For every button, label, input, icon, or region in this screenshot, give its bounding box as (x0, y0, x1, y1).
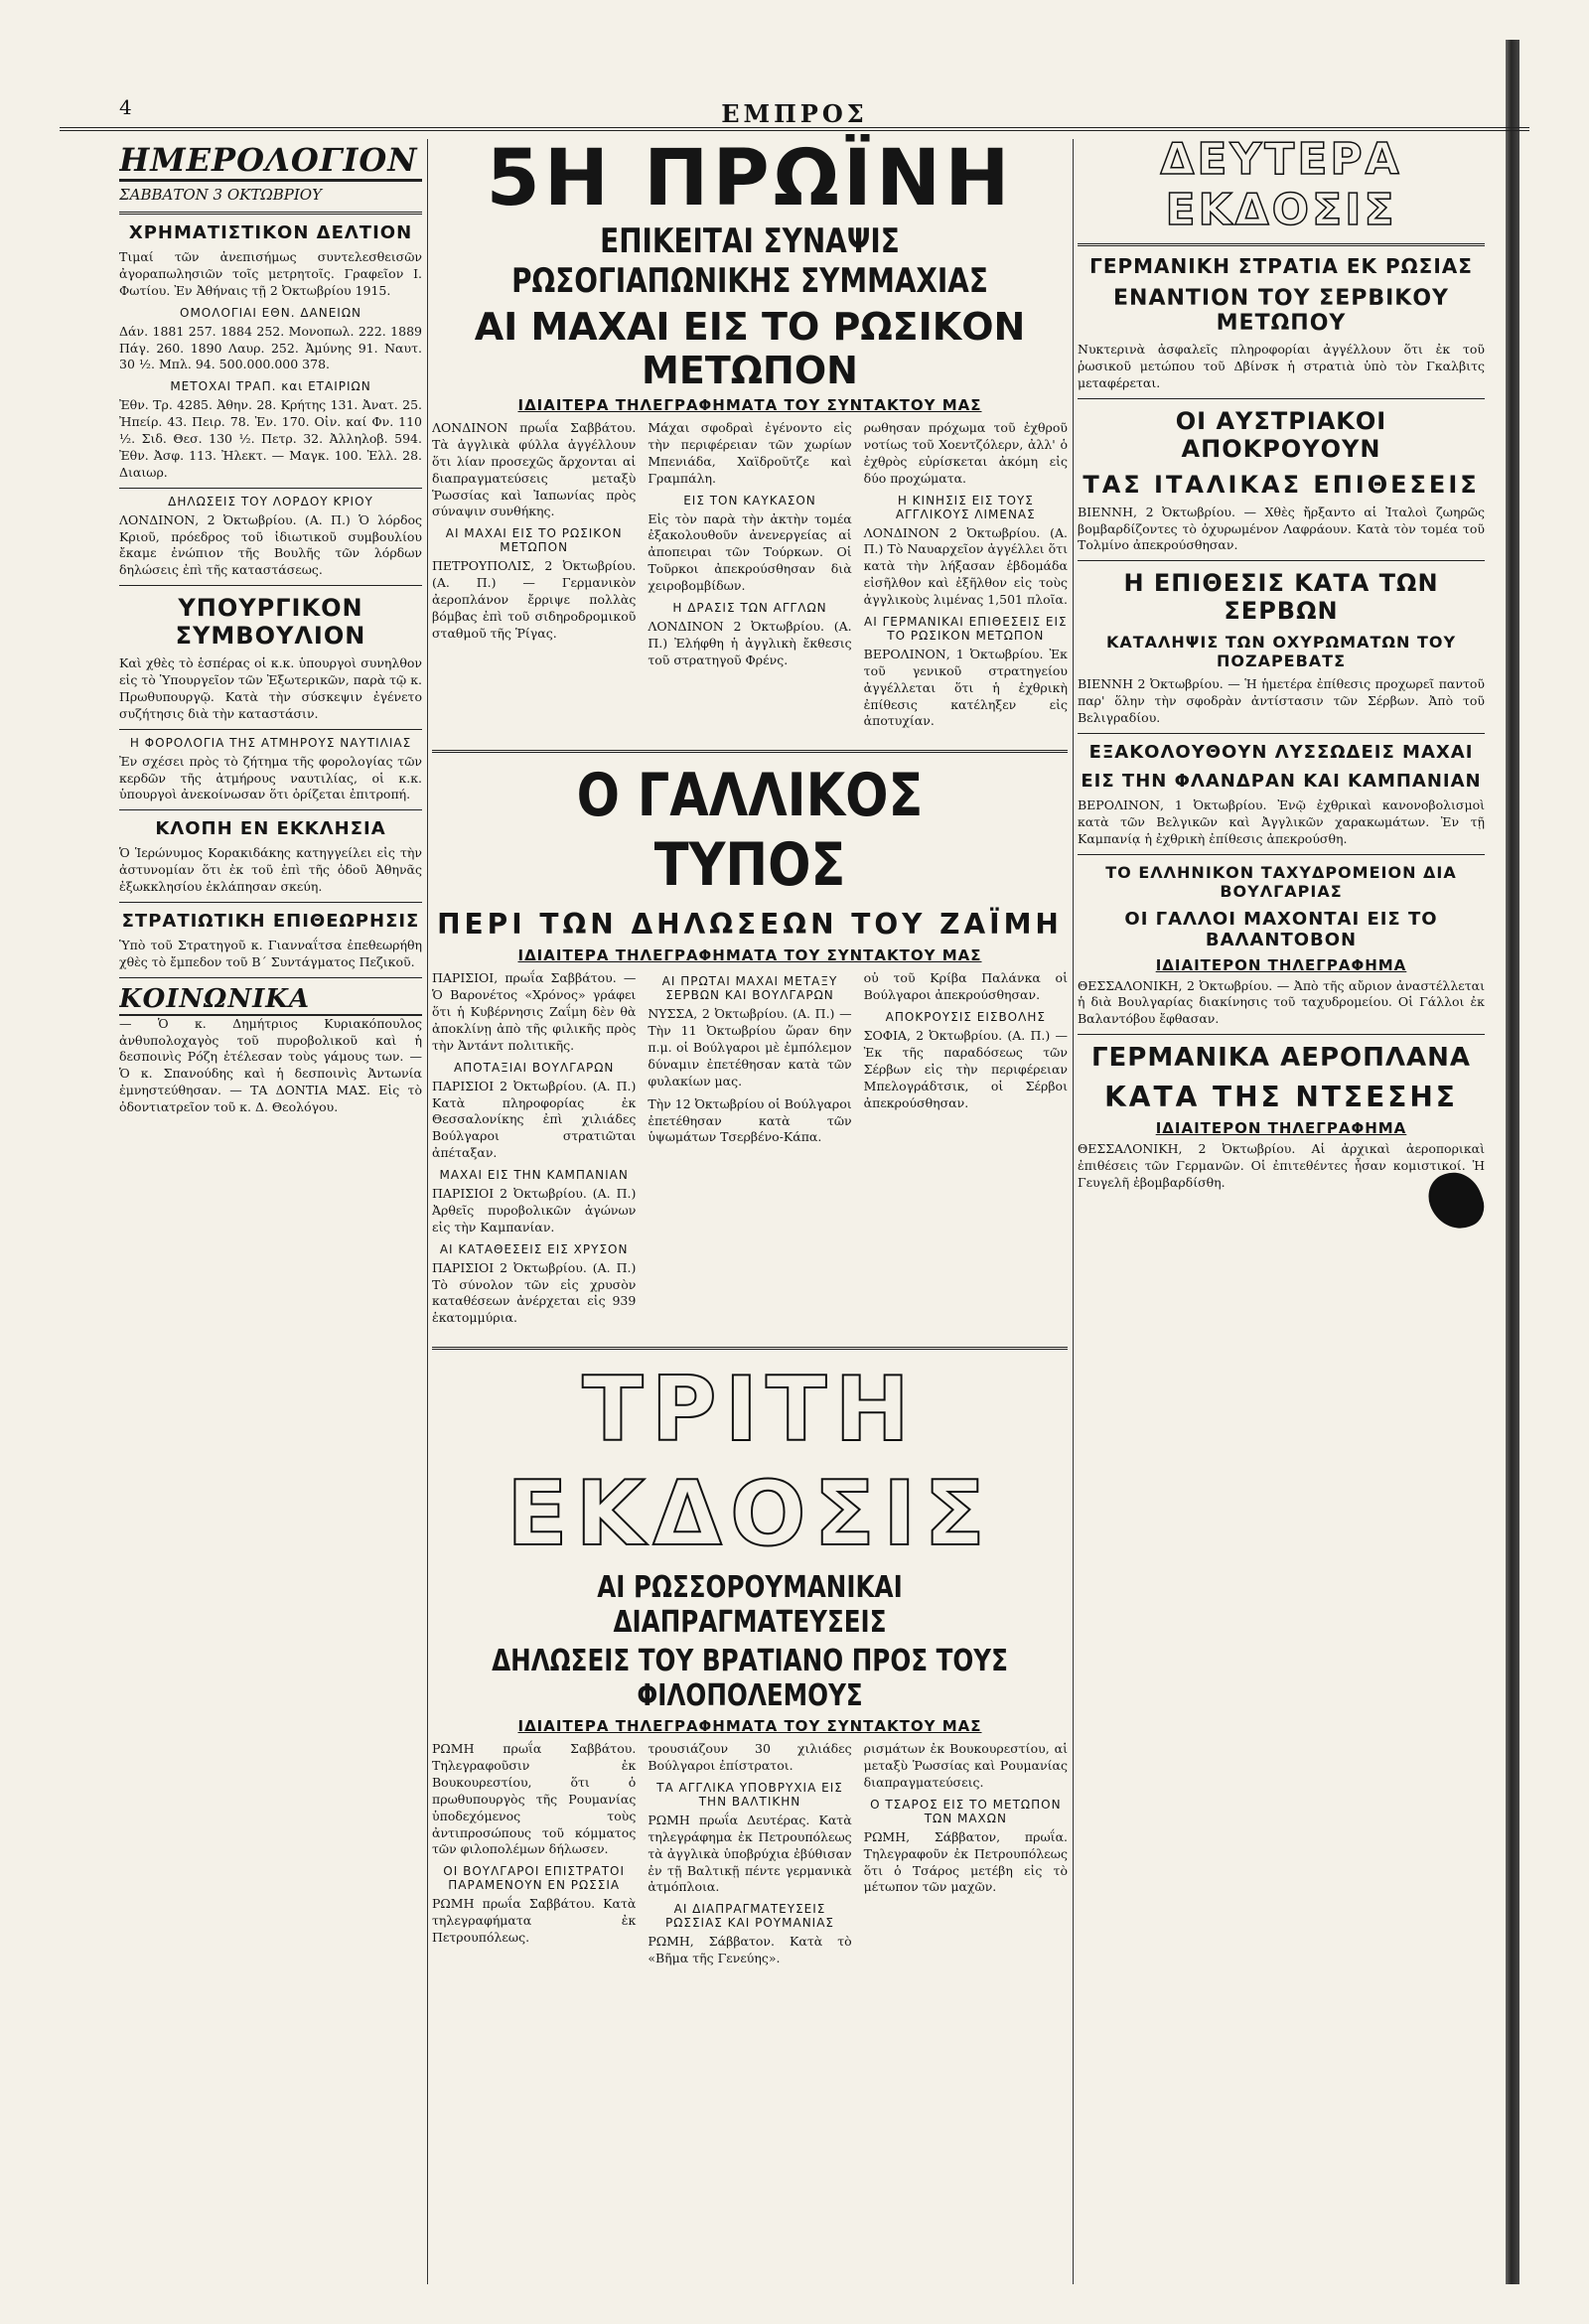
bank-text: Ἐθν. Τρ. 4285. Ἀθην. 28. Κρήτης 131. Ἀνατ. 25. Ἠπείρ. 43. Πειρ. 78. Ἐν. 170. Οἰν. καί Φν. 110 ½. Σιδ. Θεσ. 130 ½. Πετρ. 32. Ἀλληλοβ. 594. Ἐθν. Ἀσφ. 113. Ἠλεκτ. — Μαγκ. 100. Ἐλλ. 28. Διαιωρ. (119, 397, 422, 480)
article-text: ΠΑΡΙΣΙΟΙ 2 Ὀκτωβρίου. (Α. Π.) Τὸ σύνολον τῶν εἰς χρυσὸν καταθέσεων ἀνέρχεται εἰς 939 ἑκατομμύρια. (432, 1259, 637, 1326)
article-text: τρουσιάζουν 30 χιλιάδες Βούλγαροι ἐπίστρατοι. (648, 1741, 852, 1773)
bonds-text: Δάν. 1881 257. 1884 252. Μονοπωλ. 222. 1889 Πάγ. 260. 1890 Λαυρ. 252. Ἀμύνης 91. Ναυτ. 30 ½. Μπλ. 94. 500.000.000 378. (119, 323, 422, 372)
article-head: ΜΑΧΑΙ ΕΙΣ ΤΗΝ ΚΑΜΠΑΝΙΑΝ (439, 1168, 629, 1182)
headline: ΟΙ ΑΥΣΤΡΙΑΚΟΙ ΑΠΟΚΡΟΥΟΥΝ (1175, 406, 1387, 463)
page-number: 4 (119, 95, 132, 119)
headline: ΚΑΤΑΛΗΨΙΣ ΤΩΝ ΟΧΥΡΩΜΑΤΩΝ ΤΟΥ ΠΟΖΑΡΕΒΑΤΣ (1105, 633, 1457, 671)
article-head: ΕΙΣ ΤΟΝ ΚΑΥΚΑΣΟΝ (683, 493, 816, 508)
headline: ΓΕΡΜΑΝΙΚΗ ΣΤΡΑΤΙΑ ΕΚ ΡΩΣΙΑΣ (1089, 254, 1473, 278)
article-head: Η ΚΙΝΗΣΙΣ ΕΙΣ ΤΟΥΣ ΑΓΓΛΙΚΟΥΣ ΛΙΜΕΝΑΣ (895, 493, 1036, 521)
social-text: — Ὁ κ. Δημήτριος Κυριακόπουλος ἀνθυπολοχαγὸς τοῦ πυροβολικοῦ καὶ ἡ δεσποινὶς Ρόζη ἐτέλεσαν τοὺς γάμους των. — Ὁ κ. Σπανούδης καὶ ἡ δεσποινὶς Ἀντωνία ἐμνηστεύθησαν. — ΤΑ ΔΟΝΤΙΑ ΜΑΣ. Εἰς τὸ ὀδοντιατρεῖον τοῦ κ. Δ. Θεολόγου. (119, 1015, 422, 1114)
bank-title: ΜΕΤΟΧΑΙ ΤΡΑΠ. και ΕΤΑΙΡΙΩΝ (170, 379, 371, 394)
article-text: ΘΕΣΣΑΛΟΝΙΚΗ, 2 Ὀκτωβρίου. — Ἀπὸ τῆς αὔριον ἀναστέλλεται ἡ διὰ Βουλγαρίας διακίνησις τοῦ ταχυδρομείου. Οἱ Γάλλοι ἐκ Βαλαντόβου ἔφθασαν. (1078, 977, 1485, 1027)
tax-text: Ἐν σχέσει πρὸς τὸ ζήτημα τῆς φορολογίας τῶν κερδῶν τῆς ἀτμήρους ναυτιλίας, οἱ κ.κ. ὑπουργοὶ ἀνεκοίνωσαν ὅτι ὁρίζεται ἐπιτροπή. (119, 753, 422, 802)
headline: ΕΙΣ ΤΗΝ ΦΛΑΝΔΡΑΝ ΚΑΙ ΚΑΜΠΑΝΙΑΝ (1081, 770, 1482, 792)
lord-crewe-title: ΔΗΛΩΣΕΙΣ ΤΟΥ ΛΟΡΔΟΥ ΚΡΙΟΥ (168, 494, 373, 508)
edition-title-third: ΤΡΙΤΗ ΕΚΔΟΣΙΣ (506, 1358, 993, 1567)
article-text: ΠΕΤΡΟΥΠΟΛΙΣ, 2 Ὀκτωβρίου. (Α. Π.) — Γερμανικὸν ἀεροπλάνον ἔρριψε πολλὰς βόμβας ἐπὶ τοῦ σιδηροδρομικοῦ σταθμοῦ τῆς Ῥίγας. (432, 558, 637, 641)
article-head: Ο ΤΣΑΡΟΣ ΕΙΣ ΤΟ ΜΕΤΩΠΟΝ ΤΩΝ ΜΑΧΩΝ (870, 1797, 1062, 1825)
article-text: ΝΥΣΣΑ, 2 Ὀκτωβρίου. (Α. Π.) — Τὴν 11 Ὀκτωβρίου ὥραν 6ην π.μ. οἱ Βούλγαροι μὲ ἐμπόλεμον δύναμιν ἐπετέθησαν κατὰ τῶν φυλακίων μας. (648, 1006, 852, 1089)
article-text: ΡΩΜΗ πρωΐα Σαββάτου. Κατὰ τηλεγραφήματα ἐκ Πετρουπόλεως. (432, 1896, 637, 1945)
article-text: ΒΙΕΝΝΗ 2 Ὀκτωβρίου. — Ἡ ἡμετέρα ἐπίθεσις προχωρεῖ παντοῦ παρ' ὅλην τὴν σφοδρὰν ἀντίστασιν τῶν Σέρβων. Ἀπὸ τοῦ Βελιγραδίου. (1078, 676, 1485, 725)
headline: Η ΕΠΙΘΕΣΙΣ ΚΑΤΑ ΤΩΝ ΣΕΡΒΩΝ (1123, 569, 1439, 626)
headline: ΚΑΤΑ ΤΗΣ ΝΤΣΕΣΗΣ (1104, 1081, 1458, 1114)
article-text: ΡΩΜΗ, Σάββατον. Κατὰ τὸ «Βῆμα τῆς Γενεύης». (648, 1934, 852, 1966)
headline: ΤΟ ΕΛΛΗΝΙΚΟΝ ΤΑΧΥΔΡΟΜΕΙΟΝ ΔΙΑ ΒΟΥΛΓΑΡΙΑΣ (1105, 862, 1457, 901)
theft-text: Ὁ Ἱερώνυμος Κορακιδάκης κατηγγείλει εἰς τὴν ἀστυνομίαν ὅτι ἐκ τοῦ ἐπὶ τῆς ὁδοῦ Ἀθηνᾶς ἐξωκκλησίου ἐκλάπησαν σκεύη. (119, 845, 422, 894)
headline: ΟΙ ΓΑΛΛΟΙ ΜΑΧΟΝΤΑΙ ΕΙΣ ΤΟ ΒΑΛΑΝΤΟΒΟΝ (1124, 908, 1438, 950)
article-text: Εἰς τὸν παρὰ τὴν ἀκτὴν τομέα ἐξακολουθοῦν ἀνενεργείας αἱ ἀποπειραι τῶν Τούρκων. Οἱ Τοῦρκοι ἀπεκρούσθησαν διὰ χειροβομβίδων. (648, 510, 852, 593)
tax-title: Η ΦΟΡΟΛΟΓΙΑ ΤΗΣ ΑΤΜΗΡΟΥΣ ΝΑΥΤΙΛΙΑΣ (129, 735, 412, 750)
cables-label: ΙΔΙΑΙΤΕΡΑ ΤΗΛΕΓΡΑΦΗΜΑΤΑ ΤΟΥ ΣΥΝΤΑΚΤΟΥ ΜΑΣ (517, 396, 982, 414)
headline: ΤΑΣ ΙΤΑΛΙΚΑΣ ΕΠΙΘΕΣΕΙΣ (1083, 470, 1480, 499)
bulletin-title: ΧΡΗΜΑΤΙΣΤΙΚΟΝ ΔΕΛΤΙΟΝ (128, 222, 413, 243)
article-text: ΡΩΜΗ, Σάββατον, πρωΐα. Τηλεγραφοῦν ἐκ Πετρουπόλεως ὅτι ὁ Τσάρος μετέβη εἰς τὸ μέτωπον τῶν μαχῶν. (863, 1828, 1068, 1895)
french-press-sub: ΠΕΡΙ ΤΩΝ ΔΗΛΩΣΕΩΝ ΤΟΥ ΖΑΪΜΗ (437, 908, 1063, 942)
headline: ΕΝΑΝΤΙΟΝ ΤΟΥ ΣΕΡΒΙΚΟΥ ΜΕΤΩΠΟΥ (1113, 286, 1449, 336)
article-text: ΠΑΡΙΣΙΟΙ, πρωΐα Σαββάτου. — Ὁ Βαρονέτος «Χρόνος» γράφει ὅτι ἡ Κυβέρνησις Ζαΐμη δὲν θὰ ἀποκλίνῃ ἀπὸ τῆς φιλικῆς πρὸς τὴν Ἀντάντ πολιτικῆς. (432, 970, 637, 1053)
lord-crewe-text: ΛΟΝΔΙΝΟΝ, 2 Ὀκτωβρίου. (Α. Π.) Ὁ λόρδος Κριοῦ, πρόεδρος τοῦ ἰδιωτικοῦ συμβουλίου ἔκαμε ἐνώπιον τῆς Βουλῆς τῶν λόρδων δηλώσεις ἐπὶ τῆς καταστάσεως. (119, 511, 422, 578)
column-rule (1073, 139, 1074, 2284)
article-head: ΟΙ ΒΟΥΛΓΑΡΟΙ ΕΠΙΣΤΡΑΤΟΙ ΠΑΡΑΜΕΝΟΥΝ ΕΝ ΡΩΣΣΙΑ (443, 1864, 626, 1893)
article-head: ΑΙ ΠΡΩΤΑΙ ΜΑΧΑΙ ΜΕΤΑΞΥ ΣΕΡΒΩΝ ΚΑΙ ΒΟΥΛΓΑΡΩΝ (661, 974, 838, 1003)
article-head: ΑΙ ΚΑΤΑΘΕΣΕΙΣ ΕΙΣ ΧΡΥΣΟΝ (439, 1241, 629, 1256)
headline: ΓΕΡΜΑΝΙΚΑ ΑΕΡΟΠΛΑΝΑ (1090, 1043, 1472, 1074)
main-headline: ΑΙ ΜΑΧΑΙ ΕΙΣ ΤΟ ΡΩΣΙΚΟΝ ΜΕΤΩΠΟΝ (474, 305, 1026, 392)
article-head: ΑΙ ΔΙΑΠΡΑΓΜΑΤΕΥΣΕΙΣ ΡΩΣΣΙΑΣ ΚΑΙ ΡΟΥΜΑΝΙΑΣ (664, 1902, 834, 1931)
article-text: Μάχαι σφοδραὶ ἐγένοντο εἰς τὴν περιφέρειαν τῶν χωρίων Μπενιάδα, Χαϊδροῦτζε καὶ Γραμπάλη. (648, 420, 852, 486)
article-head: ΤΑ ΑΓΓΛΙΚΑ ΥΠΟΒΡΥΧΙΑ ΕΙΣ ΤΗΝ ΒΑΛΤΙΚΗΝ (656, 1780, 843, 1809)
morning-articles (432, 420, 1068, 736)
bonds-title: ΟΜΟΛΟΓΙΑΙ ΕΘΝ. ΔΑΝΕΙΩΝ (180, 305, 361, 320)
article-text: ΒΕΡΟΛΙΝΟΝ, 1 Ὀκτωβρίου. Ἐκ τοῦ γενικοῦ στρατηγείου ἀγγέλλεται ὅτι ἡ ἐχθρικὴ ἐπίθεσις κατέληξεν εἰς ἀποτυχίαν. (863, 646, 1068, 729)
column-rule (427, 139, 428, 2284)
military-title: ΣΤΡΑΤΙΩΤΙΚΗ ΕΠΙΘΕΩΡΗΣΙΣ (121, 910, 420, 932)
article-text: ΠΑΡΙΣΙΟΙ 2 Ὀκτωβρίου. (Α. Π.) Ἀρθεῖς πυροβολικῶν ἀγώνων εἰς τὴν Καμπανίαν. (432, 1186, 637, 1235)
cables-label: ΙΔΙΑΙΤΕΡΟΝ ΤΗΛΕΓΡΑΦΗΜΑ (1155, 1119, 1407, 1138)
third-articles (432, 1741, 1068, 1973)
article-text: ρωθησαν πρόχωμα τοῦ ἐχθροῦ νοτίως τοῦ Χοεντζόλερν, ἀλλ' ὁ ἐχθρὸς εὐρίσκεται ἀκόμη εἰς δύο προχώματα. (863, 420, 1068, 486)
french-press-title: Ο ΓΑΛΛΙΚΟΣ ΤΥΠΟΣ (576, 761, 924, 901)
article-text: ΘΕΣΣΑΛΟΝΙΚΗ, 2 Ὀκτωβρίου. Αἱ ἀρχικαὶ ἀεροπορικαὶ ἐπιθέσεις τῶν Γερμανῶν. Οἱ ἐπιτεθέντες ἦσαν κομιστικοί. Ἡ Γευγελῆ ἐβομβαρδίσθη. (1078, 1141, 1485, 1190)
council-title: ΥΠΟΥΡΓΙΚΟΝ ΣΥΜΒΟΥΛΙΟΝ (175, 594, 366, 651)
article-text: ΣΟΦΙΑ, 2 Ὀκτωβρίου. (Α. Π.) — Ἐκ τῆς παραδόσεως τῶν Σέρβων εἰς τὴν περιφέρειαν Μπελογράδτσικ, οἱ Σέρβοι ἀπεκρούσθησαν. (863, 1028, 1068, 1110)
article-text: ΛΟΝΔΙΝΟΝ 2 Ὀκτωβρίου. (Α. Π.) Ἐλήφθη ἡ ἀγγλικὴ ἔκθεσις τοῦ στρατηγοῦ Φρένς. (648, 618, 852, 667)
article-text: Νυκτερινὰ ἀσφαλεῖς πληροφορίαι ἀγγέλλουν ὅτι ἐκ τοῦ ῥωσικοῦ μετώπου τοῦ Δβίνσκ ἡ στρατιὰ ὑπὸ τὸν Γκαλβιτς μεταφέρεται. (1078, 342, 1485, 390)
masthead: ΕΜΠΡΟΣ (721, 99, 868, 128)
council-text: Καὶ χθὲς τὸ ἑσπέρας οἱ κ.κ. ὑπουργοὶ συνηλθον εἰς τὸ Ὑπουργεῖον τῶν Ἐξωτερικῶν, παρὰ τῷ κ. Πρωθυπουργῷ. Κατὰ τὴν σύσκεψιν ἐγένετο συζήτησις διὰ τὴν καταστάσιν. (119, 655, 422, 721)
article-text: Τὴν 12 Ὀκτωβρίου οἱ Βούλγαροι ἐπετέθησαν κατὰ τῶν ὑψωμάτων Τσερβένο-Κάπα. (648, 1095, 852, 1145)
third-headline: ΔΗΛΩΣΕΙΣ ΤΟΥ ΒΡΑΤΙΑΝΟ ΠΡΟΣ ΤΟΥΣ ΦΙΛΟΠΟΛΕΜΟΥΣ (492, 1644, 1008, 1714)
edition-title-second: ΔΕΥΤΕΡΑ ΕΚΔΟΣΙΣ (1160, 134, 1402, 235)
alliance-banner: ΕΠΙΚΕΙΤΑΙ ΣΥΝΑΨΙΣ ΡΩΣΟΓΙΑΠΩΝΙΚΗΣ ΣΥΜΜΑΧΙΑΣ (511, 221, 988, 301)
middle-column (432, 134, 1068, 2299)
article-text: ΡΩΜΗ πρωΐα Δευτέρας. Κατὰ τηλεγράφημα ἐκ Πετρουπόλεως τὰ ἀγγλικὰ ὑποβρύχια ἐβύθισαν ἐν τῇ Βαλτικῇ πέντε γερμανικὰ ἀτμόπλοια. (648, 1812, 852, 1895)
article-head: ΑΠΟΤΑΞΙΑΙ ΒΟΥΛΓΑΡΩΝ (453, 1060, 615, 1075)
headline: ΕΞΑΚΟΛΟΥΘΟΥΝ ΛΥΣΣΩΔΕΙΣ ΜΑΧΑΙ (1088, 741, 1474, 763)
article-head: ΑΠΟΚΡΟΥΣΙΣ ΕΙΣΒΟΛΗΣ (885, 1010, 1046, 1024)
article-text: ΛΟΝΔΙΝΟΝ πρωΐα Σαββάτου. Τὰ ἀγγλικὰ φύλλα ἀγγέλλουν ὅτι λίαν προσεχῶς ἄρχονται αἱ διαπραγματεύσεις μεταξὺ Ῥωσσίας καὶ Ἰαπωνίας πρὸς σύναψιν συνθήκης. (432, 420, 637, 519)
article-text: ΒΕΡΟΛΙΝΟΝ, 1 Ὀκτωβρίου. Ἐνῷ ἐχθρικαὶ κανονοβολισμοὶ κατὰ τῶν Βελγικῶν καὶ Ἀγγλικῶν χαρακωμάτων. Ἐν τῇ Καμπανίᾳ ἡ ἐχθρικὴ ἐπίθεσις ἀπεκρούσθη. (1078, 797, 1485, 846)
masthead-rule (60, 127, 1529, 131)
article-head: Η ΔΡΑΣΙΣ ΤΩΝ ΑΓΓΛΩΝ (672, 600, 827, 615)
cables-label: ΙΔΙΑΙΤΕΡΟΝ ΤΗΛΕΓΡΑΦΗΜΑ (1155, 955, 1407, 974)
third-banner: ΑΙ ΡΩΣΣΟΡΟΥΜΑΝΙΚΑΙ ΔΙΑΠΡΑΓΜΑΤΕΥΣΕΙΣ (597, 1570, 903, 1641)
french-articles (432, 970, 1068, 1333)
article-text: οὐ τοῦ Κρίβα Παλάνκα οἱ Βούλγαροι ἀπεκρούσθησαν. (863, 970, 1068, 1003)
article-text: ΡΩΜΗ πρωΐα Σαββάτου. Τηλεγραφοῦσιν ἐκ Βουκουρεστίου, ὅτι ὁ πρωθυπουργὸς τῆς Ρουμανίας ὑποδεχόμενος τοὺς ἀντιπροσώπους τοῦ κόμματος τῶν φιλοπολέμων δήλωσεν. (432, 1741, 637, 1857)
article-text: ΒΙΕΝΝΗ, 2 Ὀκτωβρίου. — Χθὲς ἤρξαντο αἱ Ἰταλοὶ ζωηρῶς βομβαρδίζοντες τὸ ὀχυρωμένον Λαφράουν. Κατὰ τὸν τομέα τοῦ Τολμίνο ἀπεκρούσθησαν. (1078, 504, 1485, 553)
calendar-date: ΣΑΒΒΑΤΟΝ 3 ΟΚΤΩΒΡΙΟΥ (119, 186, 323, 204)
binding-edge (1506, 40, 1519, 2284)
left-column (119, 141, 422, 2276)
article-head: ΑΙ ΓΕΡΜΑΝΙΚΑΙ ΕΠΙΘΕΣΕΙΣ ΕΙΣ ΤΟ ΡΩΣΙΚΟΝ ΜΕΤΩΠΟΝ (864, 614, 1068, 643)
social-title: ΚΟΙΝΩΝΙΚΑ (119, 984, 422, 1016)
military-text: Ὑπὸ τοῦ Στρατηγοῦ κ. Γιανναΐτσα ἐπεθεωρήθη χθὲς τὸ ἔμπεδον τοῦ Β´ Συντάγματος Πεζικοῦ. (119, 937, 422, 969)
third-cables: ΙΔΙΑΙΤΕΡΑ ΤΗΛΕΓΡΑΦΗΜΑΤΑ ΤΟΥ ΣΥΝΤΑΚΤΟΥ ΜΑΣ (517, 1717, 982, 1736)
calendar-title: ΗΜΕΡΟΛΟΓΙΟΝ (119, 141, 422, 182)
theft-title: ΚΛΟΠΗ ΕΝ ΕΚΚΛΗΣΙΑ (155, 818, 386, 840)
article-head: ΑΙ ΜΑΧΑΙ ΕΙΣ ΤΟ ΡΩΣΙΚΟΝ ΜΕΤΩΠΟΝ (445, 526, 623, 555)
article-text: ΛΟΝΔΙΝΟΝ 2 Ὀκτωβρίου. (Α. Π.) Τὸ Ναυαρχεῖον ἀγγέλλει ὅτι κατὰ τὴν λήξασαν ἑβδομάδα εἰσῆλθον καὶ ἐξῆλθον εἰς τοὺς ἀγγλικοὺς λιμένας 1,501 πλοῖα. (863, 524, 1068, 607)
french-cables: ΙΔΙΑΙΤΕΡΑ ΤΗΛΕΓΡΑΦΗΜΑΤΑ ΤΟΥ ΣΥΝΤΑΚΤΟΥ ΜΑΣ (517, 946, 982, 965)
right-column (1078, 134, 1485, 2299)
article-text: ΠΑΡΙΣΙΟΙ 2 Ὀκτωβρίου. (Α. Π.) Κατὰ πληροφορίας ἐκ Θεσσαλονίκης ἐπὶ χιλιάδες Βούλγαροι στρατιῶται ἀπέταξαν. (432, 1078, 637, 1161)
article-text: ρισμάτων ἐκ Βουκουρεστίου, αἱ μεταξὺ Ῥωσσίας καὶ Ρουμανίας διαπραγματεύσεις. (863, 1741, 1068, 1790)
bulletin-text: Τιμαί τῶν ἀνεπισήμως συντελεσθεισῶν ἀγοραπωλησιῶν τοῖς μετρητοῖς. Γραφεῖον Ι. Φωτίου. Ἐν Ἀθήναις τῇ 2 Ὀκτωβρίου 1915. (119, 249, 422, 298)
edition-title-morning: 5Η ΠΡΩΪΝΗ (486, 134, 1014, 223)
